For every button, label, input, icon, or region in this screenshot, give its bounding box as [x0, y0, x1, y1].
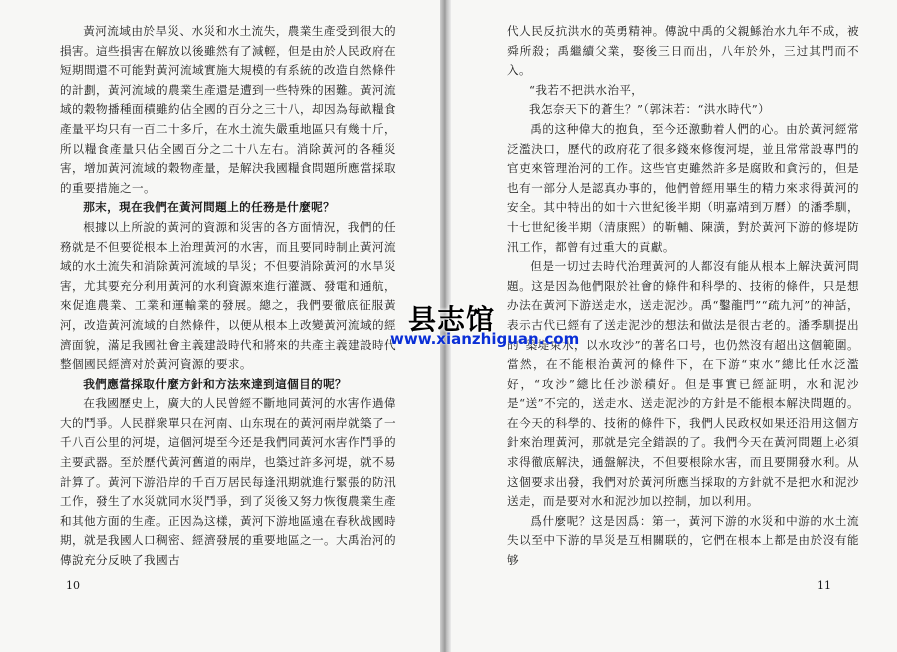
- paragraph: 禹的这种偉大的抱負，至今还激動着人們的心。由於黃河經常泛濫決口，歷代的政府花了很多錢來修復河堤，並且常常設專門的官吏來管理治河的工作。这些官吏雖然許多是腐敗和貪污的，但是也有一部分人是認真办事的，他們曾經用畢生的精力來求得黃河的安全。其中特出的如十六世紀後半期（明嘉靖到万曆）的潘季馴，十七世紀後半期（清康熙）的靳輔、陳潢，對於黃河下游的修堤防汛工作，都曾有过重大的貢獻。: [507, 121, 859, 254]
- question-heading: 那末，現在我們在黃河問題上的任務是什麼呢？: [83, 200, 336, 215]
- page-number-left: 10: [66, 579, 80, 592]
- watermark-logo: 县志馆: [408, 303, 496, 336]
- paragraph: 在我國歷史上，廣大的人民曾經不斷地同黃河的水害作過偉大的鬥爭。人民群衆單只在河南、山东現在的黃河兩岸就築了一千八百公里的河堤，這個河堤至今还是我們同黃河水害作鬥爭的主要武器。至於歷代黃河舊道的兩岸，也築过許多河堤，就不易計算了。黃河下游沿岸的千百万居民每逢汛期就進行緊張的防汛工作，發生了水災就同水災鬥爭，到了災後又努力恢復農業生產和其他方面的生產。正因為这樣，黃河下游地區遠在春秋战國時期，就是我國人口稠密、經濟發展的重要地區之一。大禹治河的傳說充分反映了我國古: [60, 396, 396, 568]
- page-number-right: 11: [817, 579, 831, 592]
- paragraph: 根據以上所說的黃河的資源和災害的各方面情況，我們的任務就是不但要從根本上治理黃河的水害，而且要同時制止黃河流域的水土流失和消除黃河流域的旱災；不但要消除黃河的水旱災害，尤其要充分利用黃河的水利資源來進行灌溉、發電和通航，來促進農業、工業和運輸業的發展。總之，我們要徹底征服黃河，改造黃河流域的自然條件，以便从根本上改變黃河流域的經濟面貌，滿足我國社會主義建設時代和將來的共產主義建設時代整個國民經濟对於黃河資源的要求。: [60, 219, 396, 372]
- paragraph: 但是一切过去時代治理黃河的人都沒有能从根本上解決黃河問題。这是因為他們限於社會的條件和科學的、技術的條件，只是想办法在黃河下游送走水，送走泥沙。禹“鑿龍門”“疏九河”的神話，表示古代已經有了送走泥沙的想法和做法是很古老的。潘季馴提出的“築堤束水，以水攻沙”的著名口号，也仍然沒有超出这個範圍。當然，在不能根治黃河的條件下，在下游“束水”總比任水泛濫好，“攻沙”總比任沙淤積好。但是事實已經証明，水和泥沙是“送”不完的，送走水、送走泥沙的方針是不能根本解決問題的。在今天的科學的、技術的條件下，我們人民政权如果还沿用这個方針來治理黃河，那就是完全錯誤的了。我們今天在黃河問題上必須求得徹底解決，通盤解決，不但要根除水害，而且要開發水利。从这個要求出發，我們对於黃河所應当採取的方針就不是把水和泥沙送走，而是要对水和泥沙加以控制，加以利用。: [507, 259, 859, 509]
- paragraph: 爲什麼呢？这是因爲：第一，黃河下游的水災和中游的水土流失以至中下游的旱災是互相關联的，它們在根本上都是由於沒有能够: [507, 513, 859, 568]
- poem-line: 我怎奈天下的蒼生？”（郭沫若：“洪水時代”）: [529, 102, 771, 117]
- watermark-url: www.xianzhiguan.com: [390, 330, 580, 348]
- right-page: [451, 0, 897, 652]
- poem-line: “我若不把洪水治平，: [529, 82, 644, 97]
- right-text-column: [507, 22, 859, 571]
- left-text-column: [60, 22, 396, 571]
- question-heading: 我們應當採取什麼方針和方法來達到這個目的呢？: [83, 376, 348, 391]
- paragraph: 黃河流域由於旱災、水災和水土流失，農業生產受到很大的損害。這些損害在解放以後雖然有了減輕，但是由於人民政府在短期間還不可能對黃河流域實施大規模的有系統的改造自然條件的計劃，黃河流域的農業生產還是遭到一些特殊的困難。黃河流域的穀物播種面積雖約佔全國的百分之三十八，却因為每畝糧食產量平均只有一百二十多斤，在水土流失嚴重地區只有幾十斤，所以糧食產量只佔全國百分之二十八左右。消除黃河的各種災害，增加黃河流域的穀物產量，是解決我國糧食問題所應當採取的重要措施之一。: [60, 24, 396, 195]
- left-page: [0, 0, 440, 652]
- paragraph-continued: 代人民反抗洪水的英勇精神。傳說中禹的父親鯀治水九年不成，被舜所殺；禹繼續父業，娶後三日而出，八年於外，三过其門而不入。: [507, 24, 859, 78]
